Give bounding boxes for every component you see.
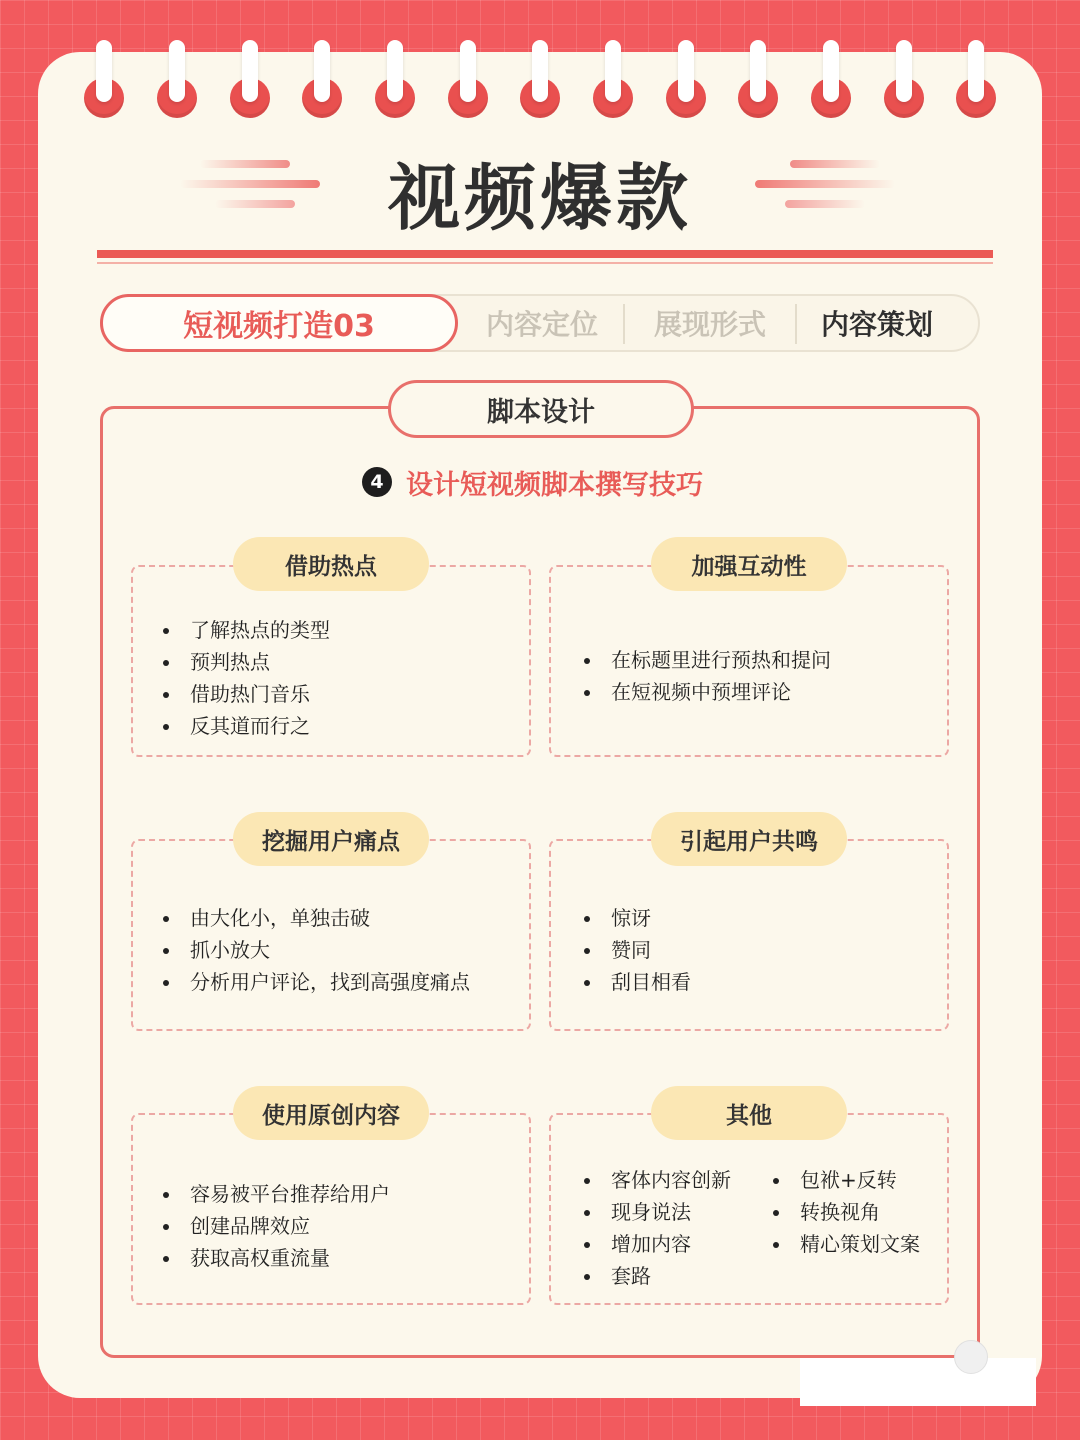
- tip-card-title: 其他: [651, 1086, 847, 1140]
- list-item: 现身说法: [581, 1196, 731, 1228]
- list-item: 精心策划文案: [770, 1228, 920, 1260]
- tip-list-right: [770, 1164, 920, 1260]
- list-item: 惊讶: [581, 902, 691, 934]
- tip-list: [160, 614, 330, 742]
- section-title: 脚本设计: [388, 380, 694, 438]
- tab-content-positioning[interactable]: 内容定位: [485, 308, 598, 341]
- watermark-logo-icon: [954, 1340, 988, 1374]
- page-title: 视频爆款: [387, 156, 692, 240]
- binding-ring-icon: [375, 0, 415, 80]
- spiral-binding: [0, 0, 1080, 130]
- binding-ring-icon: [302, 0, 342, 80]
- binding-ring-icon: [666, 0, 706, 80]
- title-underline-thin: [97, 262, 993, 264]
- tab-content-planning[interactable]: 内容策划: [820, 308, 933, 341]
- list-item: 抓小放大: [160, 934, 470, 966]
- binding-ring-icon: [884, 0, 924, 80]
- list-item: 刮目相看: [581, 966, 691, 998]
- binding-ring-icon: [738, 0, 778, 80]
- binding-ring-icon: [230, 0, 270, 80]
- binding-ring-icon: [448, 0, 488, 80]
- list-item: 转换视角: [770, 1196, 920, 1228]
- tab-active-series[interactable]: 短视频打造03: [100, 294, 458, 352]
- list-item: 分析用户评论，找到高强度痛点: [160, 966, 470, 998]
- step-number-badge: 4: [362, 467, 392, 497]
- tip-list: [581, 1164, 731, 1292]
- binding-ring-icon: [84, 0, 124, 80]
- title-underline: [97, 250, 993, 258]
- tip-list: [160, 902, 470, 998]
- binding-ring-icon: [157, 0, 197, 80]
- section-subtitle: 设计短视频脚本撰写技巧: [406, 469, 703, 501]
- list-item: 赞同: [581, 934, 691, 966]
- tip-card-title: 挖掘用户痛点: [233, 812, 429, 866]
- tip-list: [581, 902, 691, 998]
- binding-ring-icon: [811, 0, 851, 80]
- list-item: 借助热门音乐: [160, 678, 330, 710]
- list-item: 获取高权重流量: [160, 1242, 390, 1274]
- list-item: 在短视频中预埋评论: [581, 676, 831, 708]
- tab-presentation-form[interactable]: 展现形式: [653, 308, 766, 341]
- watermark-patch: [800, 1358, 1036, 1406]
- list-item: 反其道而行之: [160, 710, 330, 742]
- tip-card-title: 加强互动性: [651, 537, 847, 591]
- list-item: 容易被平台推荐给用户: [160, 1178, 390, 1210]
- binding-ring-icon: [956, 0, 996, 80]
- list-item: 创建品牌效应: [160, 1210, 390, 1242]
- list-item: 客体内容创新: [581, 1164, 731, 1196]
- list-item: 增加内容: [581, 1228, 731, 1260]
- list-item: 预判热点: [160, 646, 330, 678]
- tip-list: [581, 644, 831, 708]
- section-subheading: [362, 460, 703, 504]
- tip-card-title: 借助热点: [233, 537, 429, 591]
- list-item: 包袱+反转: [770, 1164, 920, 1196]
- tip-list: [160, 1178, 390, 1274]
- list-item: 套路: [581, 1260, 731, 1292]
- list-item: 在标题里进行预热和提问: [581, 644, 831, 676]
- binding-ring-icon: [593, 0, 633, 80]
- list-item: 由大化小，单独击破: [160, 902, 470, 934]
- tip-card-title: 使用原创内容: [233, 1086, 429, 1140]
- tip-card-title: 引起用户共鸣: [651, 812, 847, 866]
- binding-ring-icon: [520, 0, 560, 80]
- list-item: 了解热点的类型: [160, 614, 330, 646]
